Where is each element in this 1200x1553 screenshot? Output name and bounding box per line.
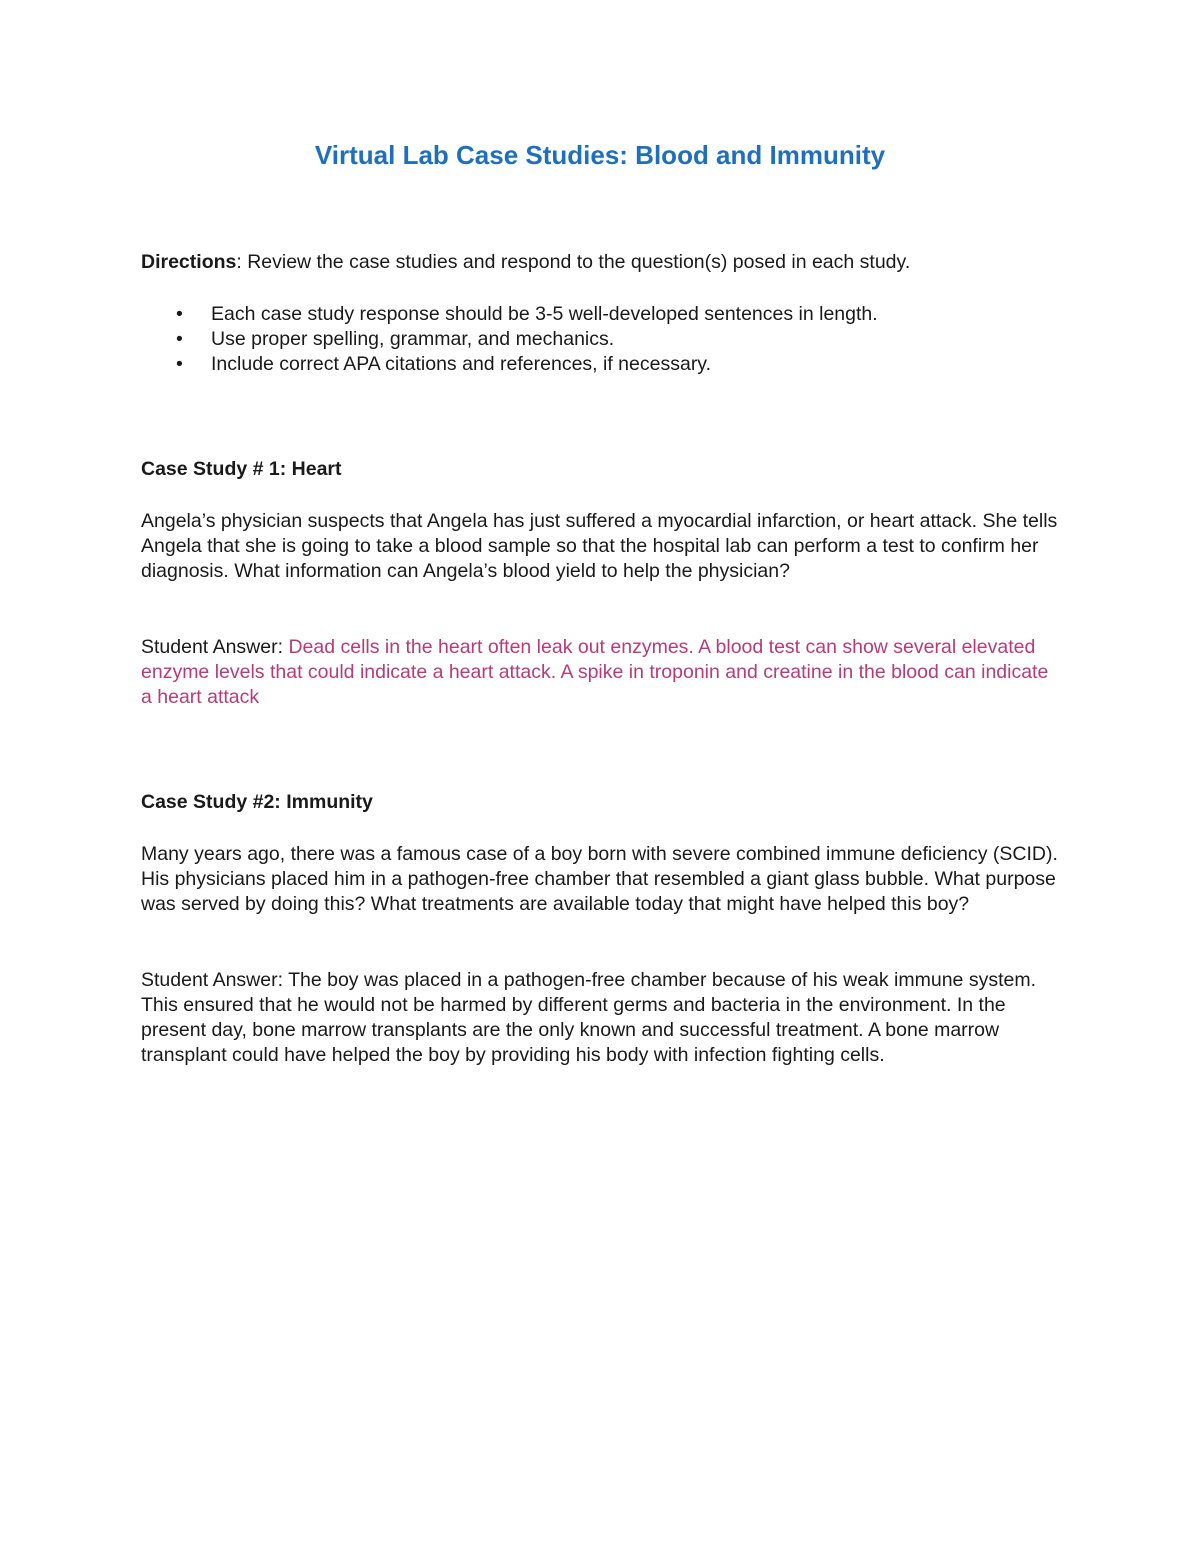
bullet-text: Each case study response should be 3-5 well-developed sentences in length.	[211, 303, 878, 325]
case-study-1-heading: Case Study # 1: Heart	[141, 458, 342, 480]
case-study-1-answer-label: Student Answer:	[141, 636, 284, 658]
bullet-text: Use proper spelling, grammar, and mechanics.	[211, 328, 615, 350]
case-study-2-prompt: Many years ago, there was a famous case of a boy born with severe combined immune deficiency (SCID). His physicians placed him in a pathogen-free chamber that resembled a giant glass bubble. What purpose was served by doing this? What treatments are available today that might have helped this boy?	[141, 843, 1058, 915]
case-study-2-heading: Case Study #2: Immunity	[141, 791, 373, 813]
case-study-1-prompt: Angela’s physician suspects that Angela has just suffered a myocardial infarction, or heart attack. She tells Angela that she is going to take a blood sample so that the hospital lab can perform a test to confirm her diagnosis. What information can Angela’s blood yield to help the physician?	[141, 510, 1058, 582]
case-study-2-answer	[141, 968, 1061, 1068]
directions-label: Directions	[141, 251, 237, 273]
bullet-item	[141, 302, 1061, 327]
case-study-1-answer	[141, 635, 1061, 710]
case-study-1-answer-text: Dead cells in the heart often leak out enzymes. A blood test can show several elevated enzyme levels that could indicate a heart attack. A spike in troponin and creatine in the blood can indicate a heart attack	[141, 636, 1049, 708]
bullet-item	[141, 327, 1061, 352]
case-study-2-answer-text: The boy was placed in a pathogen-free chamber because of his weak immune system. This ensured that he would not be harmed by different germs and bacteria in the environment. In the present day, bone marrow transplants are the only known and successful treatment. A bone marrow transplant could have helped the boy by providing his body with infection fighting cells.	[141, 969, 1036, 1066]
case-study-2-answer-label: Student Answer:	[141, 969, 284, 991]
directions-paragraph	[141, 250, 1061, 275]
bullet-icon: •	[176, 353, 183, 375]
bullet-icon: •	[176, 328, 183, 350]
document-title: Virtual Lab Case Studies: Blood and Immunity	[314, 140, 886, 170]
bullet-item	[141, 352, 1061, 377]
bullet-text: Include correct APA citations and references, if necessary.	[211, 353, 712, 375]
directions-bullet-list	[141, 302, 1061, 377]
bullet-icon: •	[176, 303, 183, 325]
directions-text: : Review the case studies and respond to the question(s) posed in each study.	[236, 251, 911, 273]
